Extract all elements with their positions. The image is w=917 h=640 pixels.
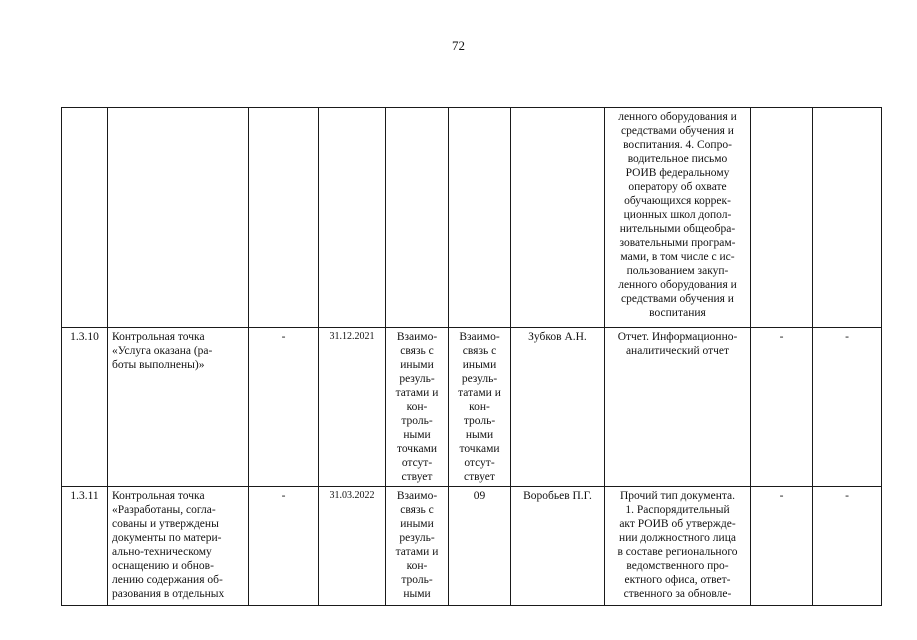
link-cell: 09 <box>449 487 511 606</box>
row-number-cell: 1.3.10 <box>62 328 108 487</box>
date-cell <box>319 108 386 328</box>
link-cell: Взаимо- связь с иными резуль- татами и кон- троль- ными <box>386 487 449 606</box>
extra-cell: - <box>813 487 882 606</box>
extra-cell: - <box>813 328 882 487</box>
row-number-cell <box>62 108 108 328</box>
predecessor-cell: - <box>249 328 319 487</box>
extra-cell <box>813 108 882 328</box>
table-row <box>62 108 882 328</box>
link-cell: Взаимо- связь с иными резуль- татами и кон- троль- ными точками отсут- ствует <box>449 328 511 487</box>
predecessor-cell: - <box>249 487 319 606</box>
name-cell: Контрольная точка «Услуга оказана (ра- боты выполнены)» <box>108 328 249 487</box>
row-number-cell: 1.3.11 <box>62 487 108 606</box>
responsible-cell: Воробьев П.Г. <box>511 487 605 606</box>
link-cell <box>449 108 511 328</box>
extra-cell <box>751 108 813 328</box>
document-cell: Отчет. Информационно- аналитический отчет <box>605 328 751 487</box>
link-cell <box>386 108 449 328</box>
table-row <box>62 487 882 606</box>
document-cell: Прочий тип документа. 1. Распорядительный акт РОИВ об утвержде- нии должностного лица в составе регионального ведомственного про- ектного офиса, ответ- ственного за обновле- <box>605 487 751 606</box>
document-cell: ленного оборудования и средствами обучения и воспитания. 4. Сопро- водительное письмо РОИВ федеральному оператору об охвате обучающихся коррек- ционных школ допол- нительными общеобра- зовательными програм- мами, в том числе с ис- пользованием закуп- ленного оборудования и средствами обучения и воспитания <box>605 108 751 328</box>
link-cell: Взаимо- связь с иными резуль- татами и кон- троль- ными точками отсут- ствует <box>386 328 449 487</box>
responsible-cell <box>511 108 605 328</box>
extra-cell: - <box>751 487 813 606</box>
schedule-table <box>61 107 882 606</box>
page-number: 72 <box>452 38 465 53</box>
predecessor-cell <box>249 108 319 328</box>
date-cell: 31.03.2022 <box>319 487 386 606</box>
table-row <box>62 328 882 487</box>
name-cell <box>108 108 249 328</box>
extra-cell: - <box>751 328 813 487</box>
date-cell: 31.12.2021 <box>319 328 386 487</box>
name-cell: Контрольная точка «Разработаны, согла- сованы и утверждены документы по матери- ально-техническому оснащению и обнов- лению содержания об- разования в отдельных <box>108 487 249 606</box>
responsible-cell: Зубков А.Н. <box>511 328 605 487</box>
